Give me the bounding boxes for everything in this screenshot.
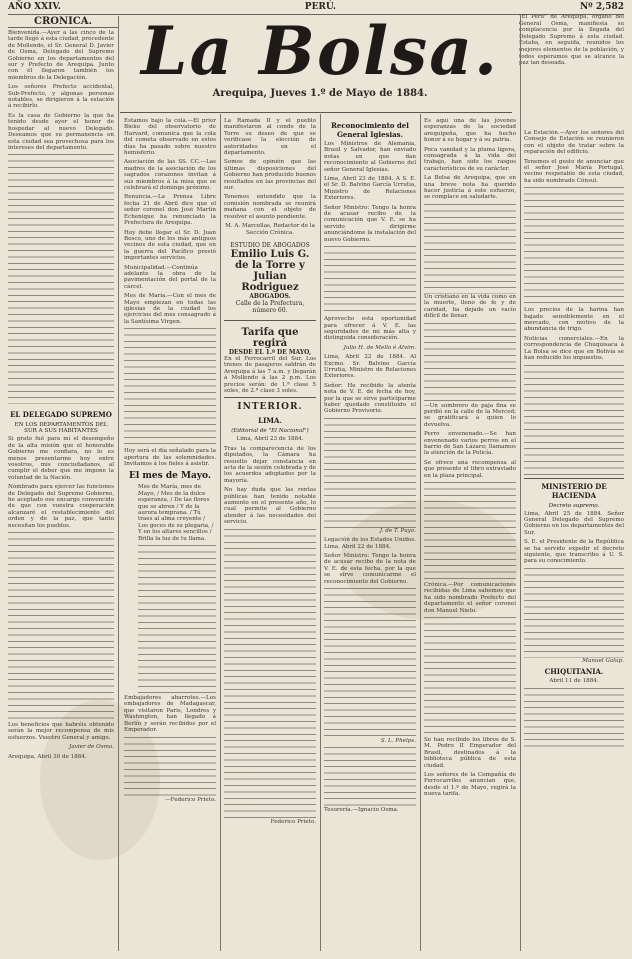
column-cronica <box>8 30 114 950</box>
signature: Manuel Galup. <box>582 657 624 664</box>
paragraph: S. E. el Presidente de la República se ha servido expedir el decreto siguiente, que transcribo á U. S. para su conocimiento. <box>524 539 624 565</box>
text-block <box>324 747 416 807</box>
notice-address: Calle de la Prefectura, número 60. <box>235 299 305 314</box>
masthead-title: La Bolsa. <box>141 12 499 90</box>
paragraph: Tras la comparecencia de los diputados, la Cámara ha resuelto dejar constancia en acta de la sesión celebrada y de los acuerdos adoptados por la mayoría. <box>224 445 316 484</box>
text-block <box>324 246 416 316</box>
paragraph: Bienvenida.—Ayer á las cinco de la tarde llegó á esta ciudad, procedente de Mollendo, el Sr. General D. Javier de Osma, Delegado del Supremo Gobierno en los departamentos del sur y Prefecto de Arequipa. Junto con él llegaron también los miembros de la Delegación. <box>8 30 114 81</box>
text-block <box>424 617 516 737</box>
section-heading: INTERIOR. <box>237 402 303 413</box>
text-block <box>424 323 516 403</box>
paragraph: Hoy será el día señalado para la apertura de las solemnidades. Invitamos á los fieles á asistir. <box>124 448 216 467</box>
paragraph: Mes de María.—Con el mes de Mayo empiezan en todas las iglesias de la ciudad los ejercicios del mes consagrado á la Santísima Virgen. <box>124 293 216 325</box>
poem-verses: Mes de María, mes de Mayo, / Mes de la dulce esperanza, / De las flores que se abren / Y de la aurora temprana. / Tú traes al alma creyente / Los goces de su plegaria, / Y en los altares sencillos / Brilla la luz de tu llama. <box>138 484 214 542</box>
notice-text: Estaba, en seguida, reunidos los mejores elementos de la población, y todos esperamos que se alcance la paz tan deseada. <box>519 40 624 67</box>
notice-role: ABOGADOS. <box>249 292 291 300</box>
country-label: PERÚ. <box>304 2 337 12</box>
ministry-subheading: Decreto supremo. <box>548 502 600 509</box>
divider <box>224 320 316 321</box>
paragraph: Un cristiano en la vida como en la muerte, lleno de fe y de caridad, ha dejado un vacío difícil de llenar. <box>424 293 516 320</box>
notice-text: "El Perú" de Arequipa, órgano del General Osma, manifiesta su complacencia por la llegada del Delegado Supremo á esta ciudad. <box>519 14 624 40</box>
cronica-heading: CRONICA. <box>8 16 118 28</box>
column-4 <box>324 118 416 950</box>
column-rule <box>320 114 321 951</box>
city-heading: LIMA. <box>258 416 282 426</box>
text-block <box>8 532 114 722</box>
text-block <box>524 187 624 307</box>
text-block <box>524 688 624 748</box>
paragraph: En el Ferrocarril del Sur. Los trenes de pasajeros saldrán de Arequipa á las 7 a.m. y llegarán á Mollendo á las 2 p.m. Los precios serán: de 1.ª clase 5 soles, de 2.ª clase 3 soles. <box>224 355 316 394</box>
column-rule <box>520 14 521 951</box>
paragraph: Lima, Abril 23 de 1884. A S. E. el Sr. D. Balvino García Urrutia, Ministro de Relaciones Exteriores. <box>324 176 416 202</box>
masthead-rule <box>120 112 512 113</box>
paragraph: Hoy debe llegar el Sr. D. Juan Bosco, uno de los más antiguos vecinos de esta ciudad, que en la guerra del Pacífico prestó importantes servicios. <box>124 229 216 262</box>
masthead-dateline: Arequipa, Jueves 1.º de Mayo de 1884. <box>212 88 428 99</box>
paragraph: Se han recibido los libros de S. M. Pedro II Emperador del Brasil, destinados á la biblioteca pública de esta ciudad. <box>424 737 516 769</box>
column-rule <box>118 16 119 951</box>
signature: Javier de Osma. <box>69 744 114 751</box>
paragraph: Si grato fué para mí el desempeño de la alta misión que el honorable Gobierno me confiara, no lo es menos presentarme hoy entre vosotros, mis conciudadanos, al cumplir el deber que me impone la voluntad de la Nación. <box>8 436 114 481</box>
dateline: Arequipa, Abril 30 de 1884. <box>8 753 87 760</box>
article-heading: Reconocimiento del General Iglesias. <box>331 121 409 139</box>
dateline: Abril 11 de 1884. <box>549 678 599 685</box>
paragraph: Asociación de las SS. CC.—Las madres de la asociación de los sagrados corazones invitan á sus miembros á la misa que se celebrará el domingo próximo. <box>124 159 216 192</box>
column-5 <box>424 118 516 950</box>
paragraph: Aprovecho esta oportunidad para ofrecer á V. E. las seguridades de mi más alta y distinguida consideración. <box>324 316 416 342</box>
paragraph: Los beneficios que habréis obtenido serán la mejor recompensa de mis esfuerzos. Vuestro General y amigo. <box>8 722 114 741</box>
paragraph: —Un sombrero de paja fina se perdió en la calle de la Merced; se gratificará á quien lo devuelva. <box>424 402 516 428</box>
text-block <box>8 154 114 404</box>
paragraph: Crónica.—Por comunicaciones recibidas de Lima sabemos que ha sido nombrado Prefecto del departamento el señor coronel don Manuel Nieto. <box>424 581 516 614</box>
text-block <box>124 737 216 797</box>
divider <box>524 478 624 479</box>
column-rule <box>420 114 421 951</box>
column-rule <box>220 114 221 951</box>
paragraph: Es la casa de Gobierno la que ha tenido desde ayer el honor de hospedar al nuevo Delegado. Deseamos que su permanencia en esta ciudad sea provechosa para los intereses del departamento. <box>8 112 114 151</box>
tarifa-subtitle: DESDE EL 1.º DE MAYO, <box>228 348 312 356</box>
text-block <box>124 328 216 448</box>
paragraph: No hay duda que las rentas públicas han tenido notable aumento en el presente año, lo cual permite al Gobierno atender á las necesidades del servicio. <box>224 487 316 526</box>
dateline: Lima, Abril 23 de 1884. <box>236 436 304 443</box>
paragraph: La Ramada II y el pueblo manifestaron al conde de la Torre su deseo de que se verificase la elección de autoridades en el departamento. <box>224 118 316 157</box>
paragraph: Los señores Prefecto accidental, Sub-Prefecto, y algunas personas notables, se dirigieron á la estación á recibirlo. <box>8 84 114 110</box>
paragraph: Nombrado para ejercer las funciones de Delegado del Supremo Gobierno, he aceptado ese encargo convencido de que con vuestra cooperación alcanzaré el restablecimiento del orden y de la paz, que tanto necesitan los pueblos. <box>8 484 114 529</box>
article-heading: EL DELEGADO SUPREMO <box>10 410 112 420</box>
article-heading: CHIQUITANIA. <box>544 667 604 677</box>
notice-names: Emilio Luis G. de la Torre y Julian Rodriguez <box>230 248 310 293</box>
signature: Federico Prieto. <box>270 818 316 825</box>
paragraph: Legación de los Estados Unidos. Lima, Abril 22 de 1884. <box>324 537 416 550</box>
paragraph: Los señores de la Compañía de Ferrocarriles anuncian que, desde el 1.º de Mayo, regirá la nueva tarifa. <box>424 772 516 798</box>
text-block <box>324 588 416 738</box>
poem-block <box>138 545 216 695</box>
top-right-notice <box>519 14 624 126</box>
signature: J. de T. Puyo. <box>379 527 416 534</box>
divider <box>224 397 316 398</box>
notice-by: ESTUDIO DE ABOGADOS <box>230 241 310 249</box>
column-3 <box>224 118 316 950</box>
paragraph: Renuncia.—La Prensa Libre fecha 21 de Abril dice que el señor coronel don José Martín Echenique ha renunciado la Prefectura de Arequipa. <box>124 194 216 227</box>
editorial-source: (Editorial de "El Nacional") <box>231 428 309 435</box>
text-block <box>424 204 516 294</box>
paragraph: Somos de opinión que las últimas disposiciones del Gobierno han producido buenos resultados en las provincias del sur. <box>224 159 316 192</box>
ministry-heading: MINISTERIO DE HACIENDA <box>541 481 607 500</box>
paragraph: Estamos bajo la cola.—El prior Bieko del observatorio de Harvard, comunica que la cola del cometa observado en estos días ha pasado sobre nuestro hemisferio. <box>124 118 216 157</box>
text-block <box>424 482 516 582</box>
text-block <box>524 365 624 475</box>
article-heading: El mes de Mayo. <box>128 471 211 482</box>
paragraph: Señor Ministro: Tengo la honra de acusar recibo de la nota de V. E. de esta fecha, por la que se sirve comunicarme el reconocimiento del Gobierno. <box>324 553 416 585</box>
paragraph: Los Ministros de Alemania, Brasil y Salvador, han enviado notas en que dan reconocimiento al Gobierno del señor General Iglesias. <box>324 141 416 173</box>
masthead <box>120 12 520 108</box>
paragraph: Se ofrece una recompensa al que presente el libro extraviado en la plaza principal. <box>424 459 516 479</box>
paragraph: Poca vanidad y la pluma ligera, consagrada á la vida del trabajo, han sido los rasgos característicos de su carácter. <box>424 146 516 172</box>
paragraph: Señor: He recibido la atenta nota de V. E. de fecha de hoy, por la que se sirve participarme haber quedado constituido el Gobierno Provisorio. <box>324 382 416 415</box>
law-office-notice <box>224 242 316 314</box>
article-subheading: EN LOS DEPARTAMENTOS DEL SUR A SUS HABITANTES <box>14 422 108 435</box>
footer-line: Tesorería.—Ignacio Osma. <box>324 807 399 814</box>
paragraph: Señor Ministro: Tengo la honra de acusar recibo de la comunicación que V. E. se ha servido dirigirme anunciándome la instalación del nuevo Gobierno. <box>324 204 416 243</box>
column-6 <box>524 130 624 950</box>
text-block <box>324 418 416 528</box>
tarifa-title: Tarifa que regirá <box>241 326 299 349</box>
signature: Julio H. de Mello é Alvim. <box>343 344 416 351</box>
year-label: AÑO XXIV. <box>8 2 61 12</box>
signature: —Federico Prieto. <box>165 796 216 803</box>
signature: S. L. Phelps. <box>380 738 416 745</box>
signature: M. A. Marcellas, Redactor de la Sección Crónica. <box>225 223 315 236</box>
paragraph: Perro envenenado.—Se han envenenado varios perros en el barrio de San Lázaro; llamamos la atención de la Policía. <box>424 431 516 457</box>
paragraph: Tenemos entendido que la comisión nombrada se reunirá mañana con el objeto de resolver el asunto pendiente. <box>224 194 316 220</box>
paragraph: Embajadores abarrotes.—Los embajadores de Madagascar, que visitaron Paris, Londres y Washington, han llegado á Berlín y serán recibidos por el Emperador. <box>124 695 216 734</box>
paragraph: Tenemos el gusto de anunciar que el señor José María Portugal, vecino respetable de esta ciudad, ha sido nombrado Cónsul. <box>524 158 624 184</box>
paragraph: La Estación.—Ayer los señores del Consejo de Estación se reunieron con el objeto de tratar sobre la reparación del edificio. <box>524 130 624 156</box>
paragraph: Los precios de la harina han bajado sensiblemente en el mercado, con motivo de la abundancia de trigo. <box>524 307 624 333</box>
paragraph: La Bolsa de Arequipa, que en una breve nota ha querido hacer justicia á este esfuerzo, se complace en saludarle. <box>424 175 516 201</box>
column-2 <box>124 118 216 950</box>
paragraph: Lima, Abril 22 de 1884. Al Excmo. Sr. Balvino García Urrutia, Ministro de Relaciones Exteriores. <box>324 354 416 380</box>
text-block <box>524 568 624 658</box>
paragraph: Lima, Abril 25 de 1884. Señor General Delegado del Supremo Gobierno en los departamentos del Sur. <box>524 510 624 536</box>
paragraph: Noticias comerciales.—En la correspondencia de Chuquisaca á La Bolsa se dice que en Bolivia se han reducido los impuestos. <box>524 335 624 362</box>
text-block <box>224 529 316 819</box>
paragraph: Es aquí una de las jóvenes esperanzas de la sociedad arequipeña, que ha hecho honor á su hogar y á su patria. <box>424 118 516 144</box>
paragraph: Municipalidad.—Continúa adelante la obra de la pavimentación del portal de la cárcel. <box>124 264 216 290</box>
issue-number: Nº 2,582 <box>579 2 624 12</box>
